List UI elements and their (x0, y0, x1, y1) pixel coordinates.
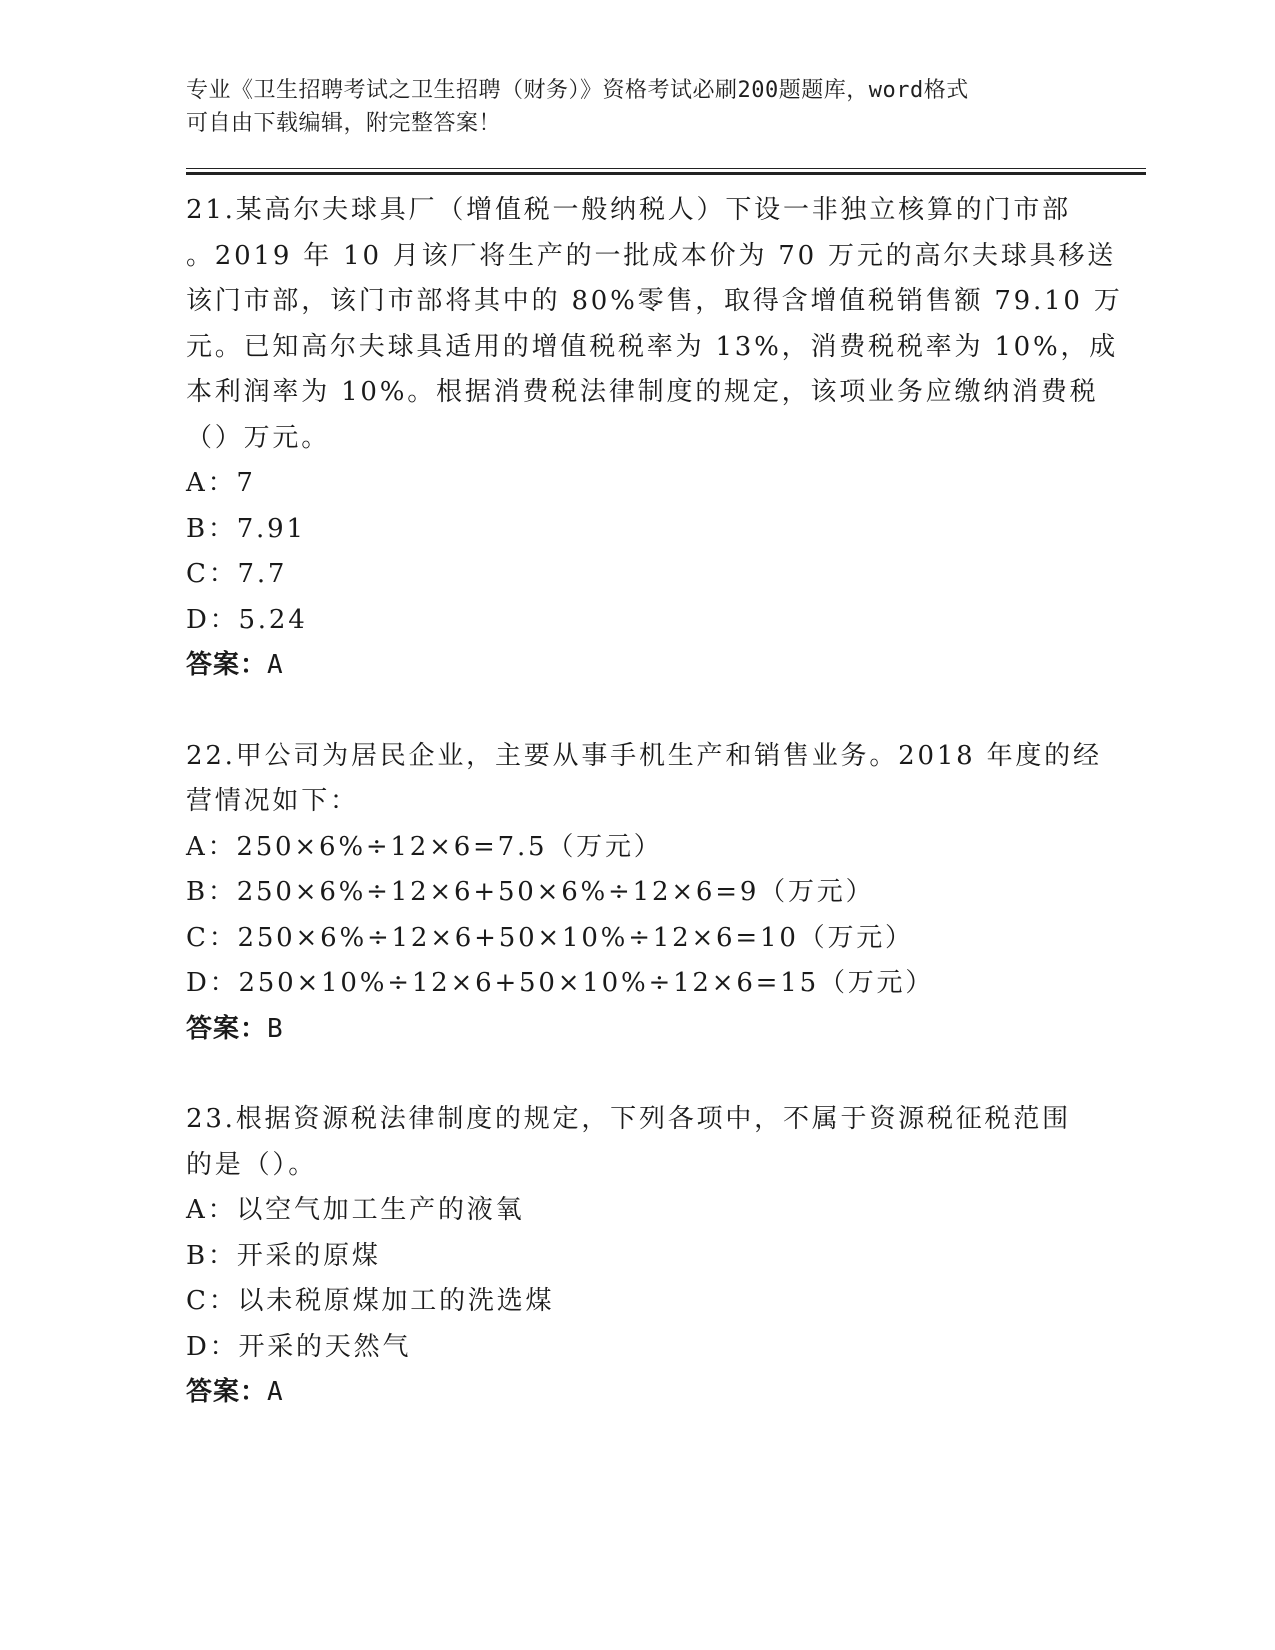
question-text-line: 。2019 年 10 月该厂将生产的一批成本价为 70 万元的高尔夫球具移送 (186, 240, 1117, 271)
question-text-line: 本利润率为 10%。根据消费税法律制度的规定，该项业务应缴纳消费税 (186, 377, 1099, 407)
question-spacer (186, 689, 1086, 734)
answer-value: B (267, 1013, 284, 1044)
option-c: C：以未税原煤加工的洗选煤 (186, 1286, 555, 1316)
answer-label: 答案： (186, 650, 268, 680)
question-spacer (186, 1052, 1086, 1097)
answer-value: A (267, 1377, 284, 1407)
answer (186, 643, 1086, 689)
question-23 (186, 1097, 1086, 1416)
question-text-line: 该门市部，该门市部将其中的 80%零售，取得含增值税销售额 79.10 万 (186, 286, 1123, 316)
option-a: A：7 (186, 468, 256, 498)
question-text-line: 元。已知高尔夫球具适用的增值税税率为 13%，消费税税率为 10%，成 (186, 331, 1119, 362)
header-line-1: 专业《卫生招聘考试之卫生招聘（财务）》资格考试必刷200题题库，word格式 (186, 78, 969, 103)
option-c: C：7.7 (186, 559, 288, 589)
question-21 (186, 188, 1123, 689)
question-text-line: 21.某高尔夫球具厂（增值税一般纳税人）下设一非独立核算的门市部 (186, 195, 1071, 225)
answer-label: 答案： (186, 1377, 268, 1407)
option-d: D：5.24 (186, 604, 308, 635)
answer (186, 1007, 1086, 1053)
option-b: B：7.91 (186, 513, 306, 544)
answer-value: A (267, 650, 284, 680)
option-a: A：250×6%÷12×6=7.5（万元） (186, 831, 663, 862)
header-divider-thin (186, 168, 1146, 169)
option-d: D：开采的天然气 (186, 1331, 412, 1362)
answer (186, 1370, 1086, 1416)
document-header (186, 74, 1086, 140)
question-text-line: （）万元。 (186, 422, 331, 453)
question-22 (186, 734, 1102, 1053)
option-a: A：以空气加工生产的液氧 (186, 1195, 525, 1225)
question-text-line: 营情况如下： (186, 786, 359, 816)
option-d: D：250×10%÷12×6+50×10%÷12×6=15（万元） (186, 968, 935, 998)
option-c: C：250×6%÷12×6+50×10%÷12×6=10（万元） (186, 922, 914, 953)
answer-label: 答案： (186, 1013, 268, 1044)
option-b: B：250×6%÷12×6+50×6%÷12×6=9（万元） (186, 877, 875, 907)
question-text-line: 的是（）。 (186, 1149, 318, 1180)
header-line-2: 可自由下载编辑，附完整答案！ (186, 111, 502, 136)
question-text-line: 22.甲公司为居民企业，主要从事手机生产和销售业务。2018 年度的经 (186, 740, 1102, 771)
question-list (186, 188, 1123, 1416)
option-b: B：开采的原煤 (186, 1240, 381, 1271)
question-text-line: 23.根据资源税法律制度的规定，下列各项中，不属于资源税征税范围 (186, 1104, 1071, 1134)
header-divider-thick (186, 172, 1146, 175)
